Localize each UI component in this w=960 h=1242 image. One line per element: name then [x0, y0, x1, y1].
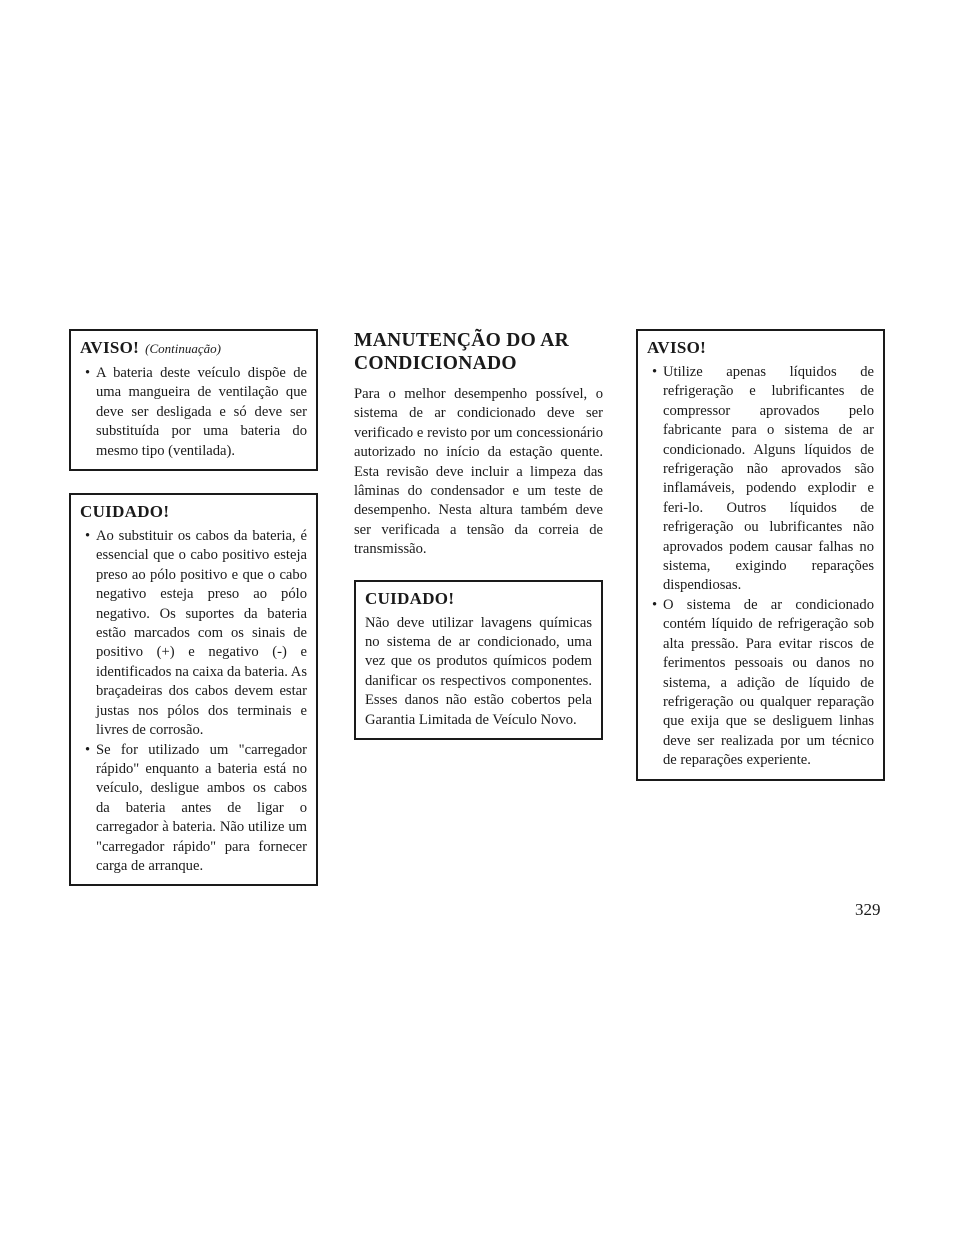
list-item: • O sistema de ar condicionado contém líquido de refrigeração sob alta pressão. Para evitar riscos de ferimentos pessoais ou danos no sistema, a adição de líquido de refrigeração ou qualquer reparação que exija que se desliguem linhas deve ser realizada por um técnico de reparações experiente. — [652, 596, 874, 769]
caution-text: Não deve utilizar lavagens químicas no sistema de ar condicionado, uma vez que os produtos químicos podem danificar os respectivos componentes. Esses danos não estão cobertos pela Garantia Limitada de Veículo Novo. — [365, 614, 592, 728]
bullet-icon: • — [652, 596, 658, 613]
warning-heading-label: AVISO! — [80, 338, 140, 357]
list-item: • Se for utilizado um "carregador rápido" enquanto a bateria está no veículo, desligue ambos os cabos da bateria antes de ligar o carregador à bateria. Não utilize um "carregador rápido" para fornecer carga de arranque. — [85, 741, 307, 874]
bullet-icon: • — [652, 364, 658, 380]
bullet-icon: • — [85, 741, 91, 758]
caution-heading: CUIDADO! — [365, 588, 455, 608]
warning-box — [636, 329, 885, 781]
list-item: • Utilize apenas líquidos de refrigeração e lubrificantes de compressor aprovados pelo fabricante para o sistema de ar condicionado. Alguns líquidos de refrigeração não aprovados são inflamáveis, podendo explodir e feri-lo. Outros líquidos de refrigeração ou lubrificantes não aprovados podem causar falhas no sistema, exigindo reparações dispendiosas. — [652, 364, 874, 594]
warning-continued-box — [69, 329, 318, 471]
caution-heading: CUIDADO! — [80, 502, 170, 522]
left-column — [69, 329, 318, 886]
middle-column — [354, 329, 603, 740]
right-column — [636, 329, 885, 781]
page-number: 329 — [855, 900, 881, 919]
bullet-icon: • — [85, 528, 91, 545]
caution-box — [354, 580, 603, 740]
bullet-icon: • — [85, 365, 91, 381]
continued-label: (Continuação) — [145, 341, 221, 356]
caution-list — [80, 527, 307, 876]
list-item: • Ao substituir os cabos da bateria, é essencial que o cabo positivo esteja preso ao pólo positivo e que o cabo negativo esteja preso ao pólo negativo. Os suportes da bateria estão marcados com os sinais de positivo (+) e negativo (-) e identificados na caixa da bateria. As braçadeiras dos cabos devem estar justas nos pólos dos terminais e livres de corrosão. — [85, 528, 307, 739]
section-paragraph: Para o melhor desempenho possível, o sistema de ar condicionado deve ser verificado e revisto por um concessionário autorizado no início da estação quente. Esta revisão deve incluir a limpeza das lâminas do condensador e um teste de desempenho. Nesta altura também deve ser verificada a tensão da correia de transmissão. — [354, 386, 603, 558]
caution-box — [69, 493, 318, 886]
warning-heading — [80, 337, 307, 360]
warning-list — [80, 364, 307, 461]
section-title: MANUTENÇÃO DO AR CONDICIONADO — [354, 330, 569, 374]
list-item: • A bateria deste veículo dispõe de uma mangueira de ventilação que deve ser desligada e só deve ser substituída por uma bateria do mesmo tipo (ventilada). — [85, 365, 307, 459]
warning-list — [647, 363, 874, 771]
warning-heading: AVISO! — [647, 338, 707, 357]
